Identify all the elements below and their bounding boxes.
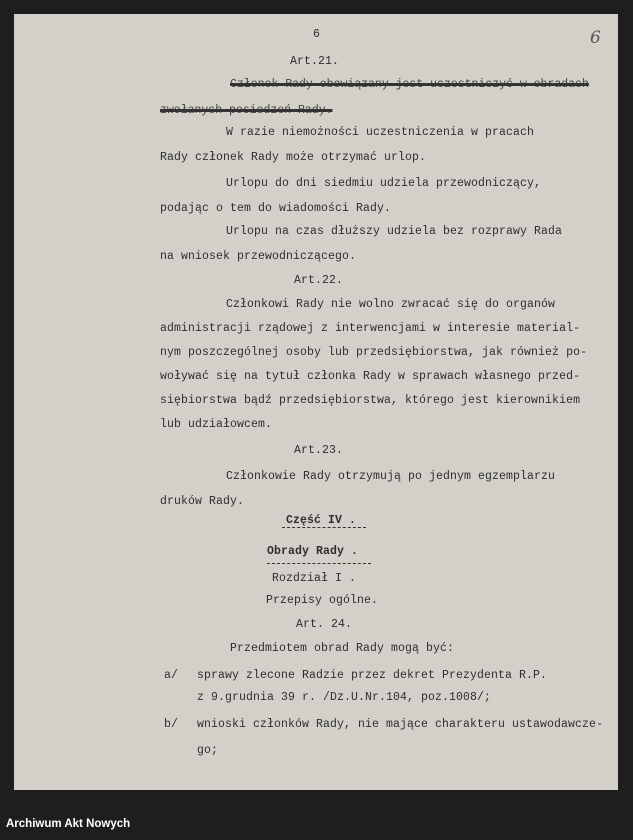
art22-heading: Art.22. <box>294 274 344 287</box>
part-title-underline <box>282 527 366 528</box>
art21-struck-line-1: Członek Rady obowiązany jest uczestniczyć w obradach <box>230 78 589 91</box>
art21-line-5: Urlopu na czas dłuższy udziela bez rozprawy Rada <box>226 225 563 238</box>
art22-line-1: Członkowi Rady nie wolno zwracać się do organów <box>226 298 556 311</box>
art24-item-a-line-2: z 9.grudnia 39 r. /Dz.U.Nr.104, poz.1008/; <box>197 691 492 704</box>
typed-page-number: 6 <box>313 28 321 41</box>
art24-intro: Przedmiotem obrad Rady mogą być: <box>230 642 455 655</box>
part-subtitle: Obrady Rady . <box>267 545 359 558</box>
art24-item-b-line-2: go; <box>197 744 219 757</box>
art22-line-6: lub udziałowcem. <box>160 418 273 431</box>
art24-item-b-line-1: wnioski członków Rady, nie mające charakteru ustawodawcze- <box>197 718 604 731</box>
document-page <box>14 14 618 790</box>
art24-item-b-marker: b/ <box>164 718 179 731</box>
art21-line-6: na wniosek przewodniczącego. <box>160 250 357 263</box>
art21-struck-line-2: zwołanych posiedzeń Rady. <box>160 104 333 117</box>
art22-line-3: nym poszczególnej osoby lub przedsiębiorstwa, jak również po- <box>160 346 588 359</box>
art23-line-1: Członkowie Rady otrzymują po jednym egzemplarzu <box>226 470 556 483</box>
chapter-subtitle: Przepisy ogólne. <box>266 594 379 607</box>
art24-heading: Art. 24. <box>296 618 353 631</box>
art22-line-2: administracji rządowej z interwencjami w interesie material- <box>160 322 581 335</box>
art21-line-1: W razie niemożności uczestniczenia w pracach <box>226 126 535 139</box>
art21-line-2: Rady członek Rady może otrzymać urlop. <box>160 151 427 164</box>
art24-item-a-marker: a/ <box>164 669 179 682</box>
art21-line-3: Urlopu do dni siedmiu udziela przewodniczący, <box>226 177 542 190</box>
art22-line-5: siębiorstwa bądź przedsiębiorstwa, którego jest kierownikiem <box>160 394 581 407</box>
part-title: Część IV . <box>286 514 357 527</box>
art22-line-4: woływać się na tytuł członka Rady w sprawach własnego przed- <box>160 370 581 383</box>
archive-footer-label: Archiwum Akt Nowych <box>6 818 131 830</box>
art24-item-a-line-1: sprawy zlecone Radzie przez dekret Prezydenta R.P. <box>197 669 548 682</box>
part-subtitle-underline <box>267 563 371 564</box>
art21-line-4: podając o tem do wiadomości Rady. <box>160 202 392 215</box>
art21-heading: Art.21. <box>290 55 340 68</box>
chapter-title: Rozdział I . <box>272 572 357 585</box>
art23-line-2: druków Rady. <box>160 495 245 508</box>
art23-heading: Art.23. <box>294 444 344 457</box>
handwritten-page-number: 6 <box>590 28 601 48</box>
